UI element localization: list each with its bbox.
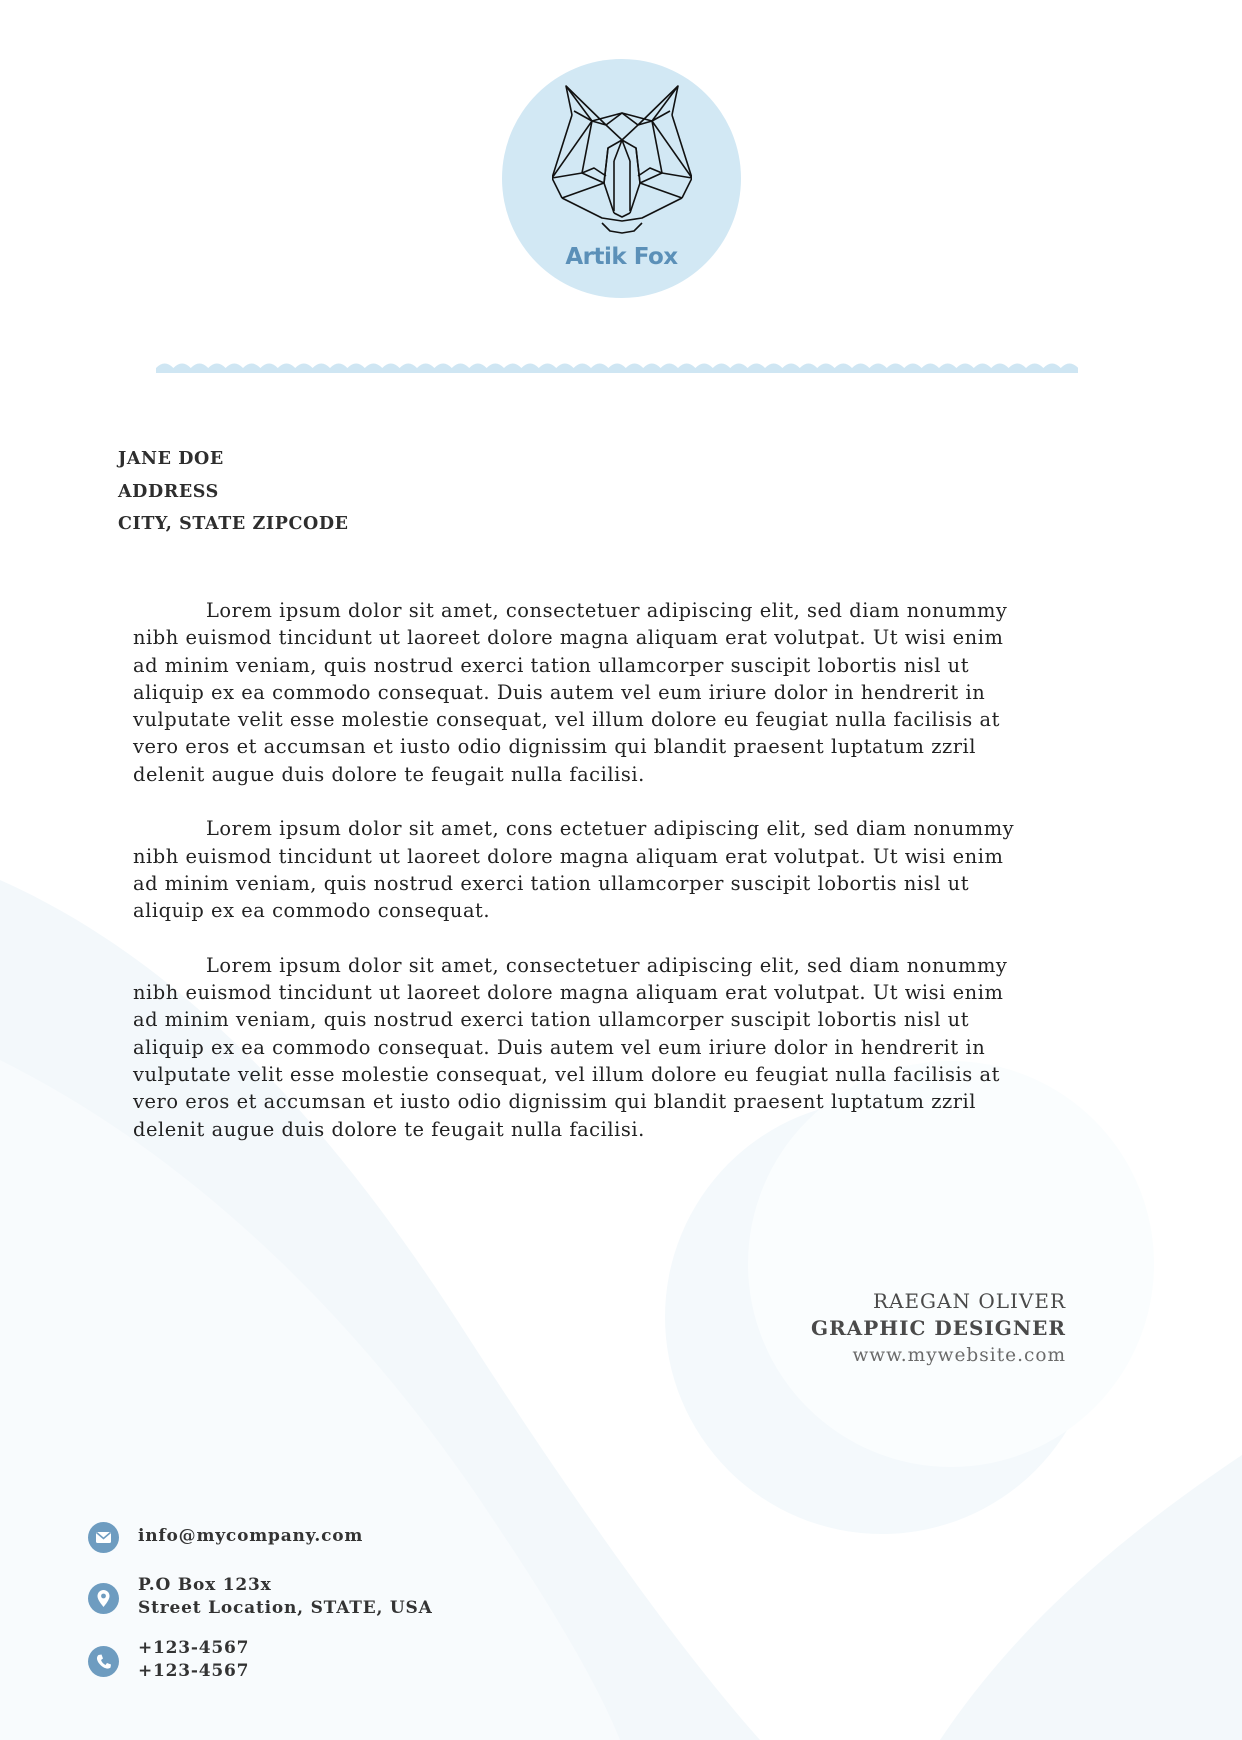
signature-block (811, 1288, 1066, 1369)
fox-line (652, 111, 670, 121)
fox-line (630, 148, 640, 213)
contact-phone-line1[interactable]: +123-4567 (138, 1638, 250, 1658)
fox-line (552, 115, 572, 198)
fox-line (562, 183, 604, 198)
fox-line (604, 148, 614, 213)
fox-line (614, 213, 630, 217)
signer-website[interactable]: www.mywebsite.com (852, 1345, 1066, 1366)
fox-line (604, 140, 640, 183)
letter-body (133, 597, 1033, 1170)
recipient-address: ADDRESS (118, 481, 219, 502)
fox-line (602, 223, 642, 233)
signer-name: RAEGAN OLIVER (872, 1289, 1066, 1313)
fox-head-icon (552, 83, 692, 243)
fox-line (552, 173, 604, 183)
recipient-block (118, 443, 349, 541)
location-pin-icon (88, 1583, 119, 1614)
fox-line (640, 173, 692, 183)
contact-email-text[interactable]: info@mycompany.com (138, 1526, 364, 1546)
body-paragraph: Lorem ipsum dolor sit amet, consectetuer adipiscing elit, sed diam nonummy nibh euismod tincidunt ut laoreet dolore magna aliquam erat volutpat. Ut wisi enim ad minim veniam, quis nostrud exerci tation ullamcorper suscipit lobortis nisl ut aliquip ex ea commodo consequat. Duis autem vel eum iriure dolor in hendrerit in vulputate velit esse molestie consequat, vel illum dolore eu feugiat nulla facilisis at vero eros et accumsan et iusto odio dignissim qui blandit praesent luptatum zzril delenit augue duis dolore te feugait nulla facilisi. (133, 599, 1008, 786)
phone-icon (88, 1646, 119, 1677)
fox-line (574, 111, 592, 121)
wave-divider (156, 359, 1078, 375)
fox-line (592, 121, 652, 140)
recipient-name: JANE DOE (118, 449, 224, 469)
fox-line (672, 115, 692, 198)
fox-line (606, 113, 638, 125)
recipient-city: CITY, STATE ZIPCODE (118, 514, 349, 534)
contact-phone-line2[interactable]: +123-4567 (138, 1661, 250, 1681)
fox-line (640, 183, 682, 198)
body-paragraph: Lorem ipsum dolor sit amet, cons ectetuer adipiscing elit, sed diam nonummy nibh euismod tincidunt ut laoreet dolore magna aliquam erat volutpat. Ut wisi enim ad minim veniam, quis nostrud exerci tation ullamcorper suscipit lobortis nisl ut aliquip ex ea commodo consequat. (133, 817, 1015, 923)
contact-address-line1: P.O Box 123x (138, 1575, 272, 1595)
signer-title: GRAPHIC DESIGNER (810, 1316, 1066, 1340)
wave-shape (156, 364, 1078, 374)
body-paragraph: Lorem ipsum dolor sit amet, consectetuer adipiscing elit, sed diam nonummy nibh euismod tincidunt ut laoreet dolore magna aliquam erat volutpat. Ut wisi enim ad minim veniam, quis nostrud exerci tation ullamcorper suscipit lobortis nisl ut aliquip ex ea commodo consequat. Duis autem vel eum iriure dolor in hendrerit in vulputate velit esse molestie consequat, vel illum dolore eu feugiat nulla facilisis at vero eros et accumsan et iusto odio dignissim qui blandit praesent luptatum zzril delenit augue duis dolore te feugait nulla facilisi. (133, 953, 1008, 1141)
company-logo (502, 59, 741, 298)
brand-name: Artik Fox (565, 244, 678, 270)
mail-icon (88, 1522, 119, 1553)
contact-address-line2: Street Location, STATE, USA (138, 1598, 433, 1618)
